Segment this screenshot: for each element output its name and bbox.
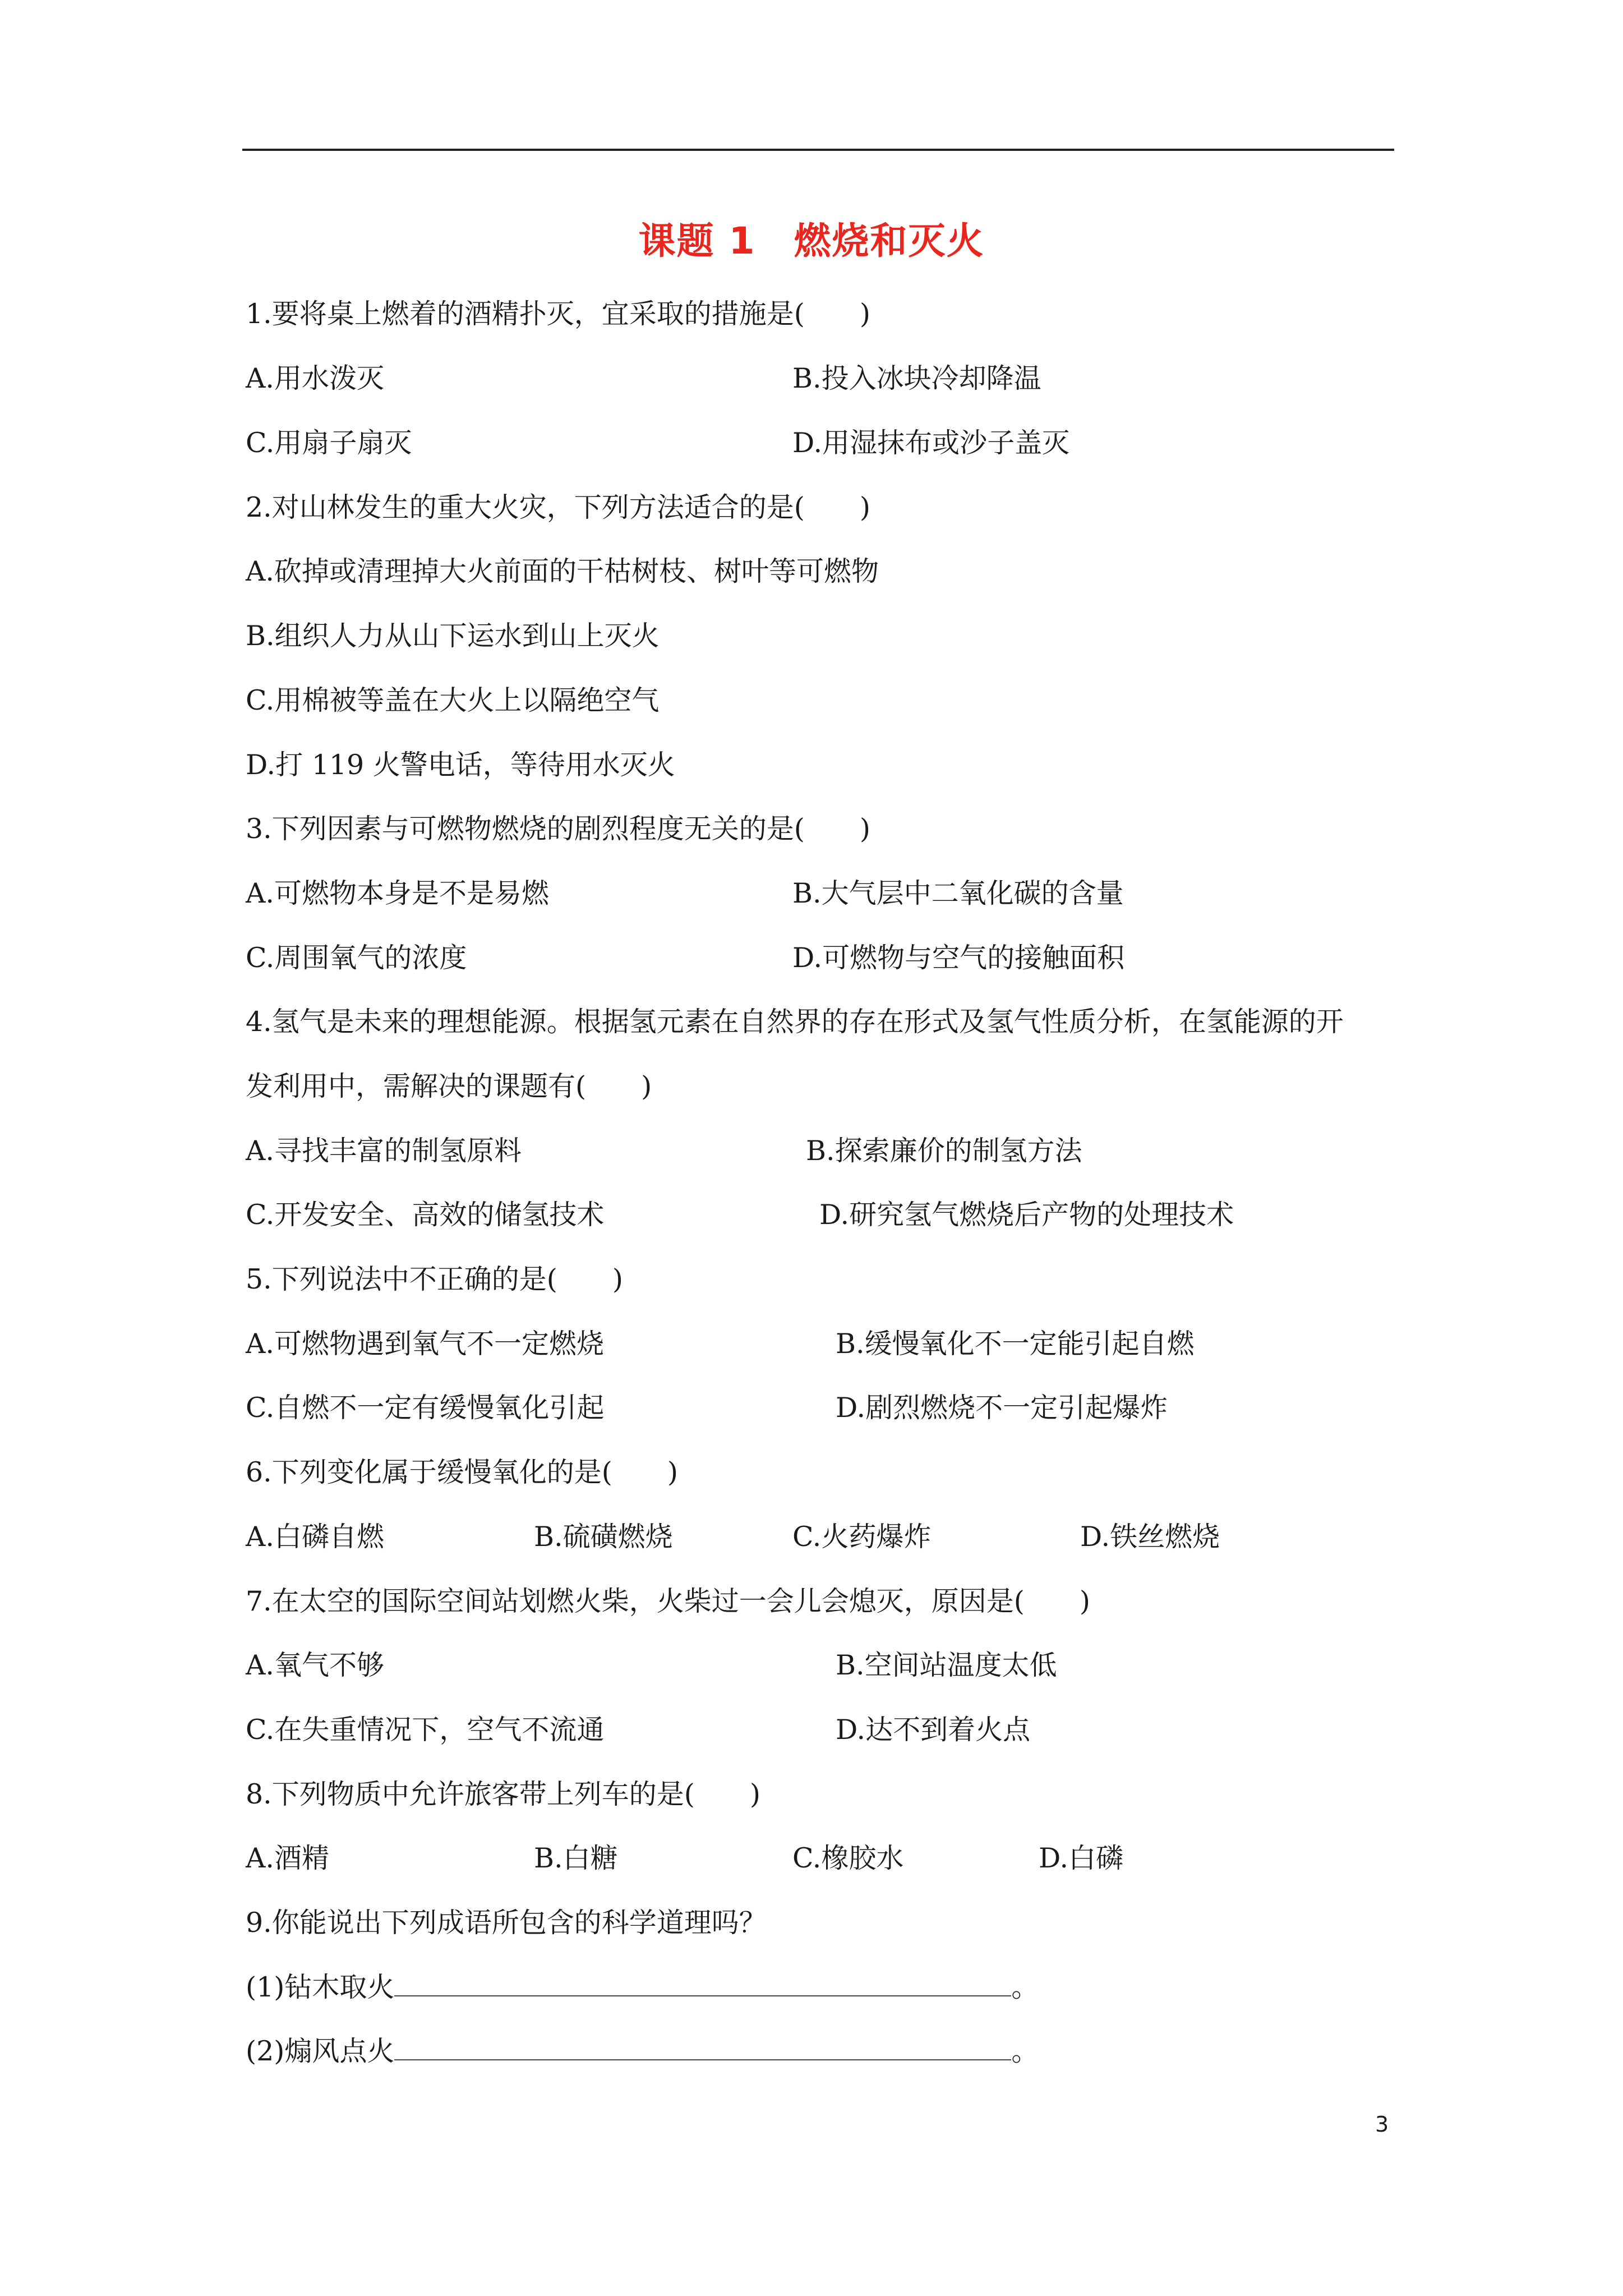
question-5-option-a: A.可燃物遇到氧气不一定燃烧 xyxy=(246,1328,604,1360)
question-5-option-d: D.剧烈燃烧不一定引起爆炸 xyxy=(836,1392,1168,1424)
question-7-option-b: B.空间站温度太低 xyxy=(836,1649,1057,1681)
question-6-option-c: C.火药爆炸 xyxy=(792,1521,932,1553)
question-8-stem: 8.下列物质中允许旅客带上列车的是( ) xyxy=(246,1778,760,1810)
question-8-option-d: D.白磷 xyxy=(1039,1842,1124,1874)
question-6-option-d: D.铁丝燃烧 xyxy=(1080,1521,1220,1553)
question-9-stem: 9.你能说出下列成语所包含的科学道理吗？ xyxy=(246,1907,767,1939)
question-9-part-1 xyxy=(246,1971,1039,2004)
question-9-part-2 xyxy=(246,2035,1039,2068)
question-1-option-a: A.用水泼灭 xyxy=(246,362,384,394)
answer-blank-2[interactable] xyxy=(394,2035,1011,2060)
question-9-part-2-end: 。 xyxy=(1011,2035,1039,2067)
question-5-stem: 5.下列说法中不正确的是( ) xyxy=(246,1263,623,1295)
answer-blank-1[interactable] xyxy=(394,1971,1011,1996)
question-3-option-c: C.周围氧气的浓度 xyxy=(246,942,467,974)
question-5-option-c: C.自燃不一定有缓慢氧化引起 xyxy=(246,1392,605,1424)
page-number: 3 xyxy=(1375,2112,1389,2137)
question-6-stem: 6.下列变化属于缓慢氧化的是( ) xyxy=(246,1456,678,1488)
question-1-stem: 1.要将桌上燃着的酒精扑灭，宜采取的措施是( ) xyxy=(246,298,870,330)
question-8-option-b: B.白糖 xyxy=(534,1842,618,1874)
question-4-option-b: B.探索廉价的制氢方法 xyxy=(806,1135,1082,1167)
question-1-option-c: C.用扇子扇灭 xyxy=(246,427,412,459)
question-4-option-c: C.开发安全、高效的储氢技术 xyxy=(246,1199,605,1231)
question-1-option-b: B.投入冰块冷却降温 xyxy=(792,362,1041,394)
question-3-option-d: D.可燃物与空气的接触面积 xyxy=(792,942,1125,974)
question-9-part-1-label: (1)钻木取火 xyxy=(246,1971,395,2003)
header-rule xyxy=(242,149,1394,151)
question-6-option-b: B.硫磺燃烧 xyxy=(534,1521,673,1553)
question-7-stem: 7.在太空的国际空间站划燃火柴，火柴过一会儿会熄灭，原因是( ) xyxy=(246,1585,1090,1617)
question-3-option-a: A.可燃物本身是不是易燃 xyxy=(246,877,549,909)
question-6-option-a: A.白磷自燃 xyxy=(246,1521,384,1553)
question-3-option-b: B.大气层中二氧化碳的含量 xyxy=(792,877,1124,909)
question-7-option-c: C.在失重情况下，空气不流通 xyxy=(246,1714,605,1746)
page-title: 课题 1 燃烧和灭火 xyxy=(638,219,985,263)
question-2-option-b: B.组织人力从山下运水到山上灭火 xyxy=(246,620,660,652)
question-9-part-2-label: (2)煽风点火 xyxy=(246,2035,395,2067)
question-1-option-d: D.用湿抹布或沙子盖灭 xyxy=(792,427,1070,459)
question-4-option-d: D.研究氢气燃烧后产物的处理技术 xyxy=(819,1199,1234,1231)
question-8-option-a: A.酒精 xyxy=(246,1842,329,1874)
question-4-stem-line-2: 发利用中，需解决的课题有( ) xyxy=(246,1070,652,1102)
question-4-option-a: A.寻找丰富的制氢原料 xyxy=(246,1135,522,1167)
question-3-stem: 3.下列因素与可燃物燃烧的剧烈程度无关的是( ) xyxy=(246,813,870,845)
question-4-stem-line-1: 4.氢气是未来的理想能源。根据氢元素在自然界的存在形式及氢气性质分析，在氢能源的开 xyxy=(246,1006,1344,1038)
question-7-option-a: A.氧气不够 xyxy=(246,1649,384,1681)
question-2-stem: 2.对山林发生的重大火灾，下列方法适合的是( ) xyxy=(246,491,870,523)
question-9-part-1-end: 。 xyxy=(1011,1971,1039,2003)
question-5-option-b: B.缓慢氧化不一定能引起自燃 xyxy=(836,1328,1195,1360)
question-7-option-d: D.达不到着火点 xyxy=(836,1714,1031,1746)
question-2-option-c: C.用棉被等盖在大火上以隔绝空气 xyxy=(246,684,660,716)
question-2-option-a: A.砍掉或清理掉大火前面的干枯树枝、树叶等可燃物 xyxy=(246,555,879,587)
question-8-option-c: C.橡胶水 xyxy=(792,1842,904,1874)
question-2-option-d: D.打 119 火警电话，等待用水灭火 xyxy=(246,749,675,781)
